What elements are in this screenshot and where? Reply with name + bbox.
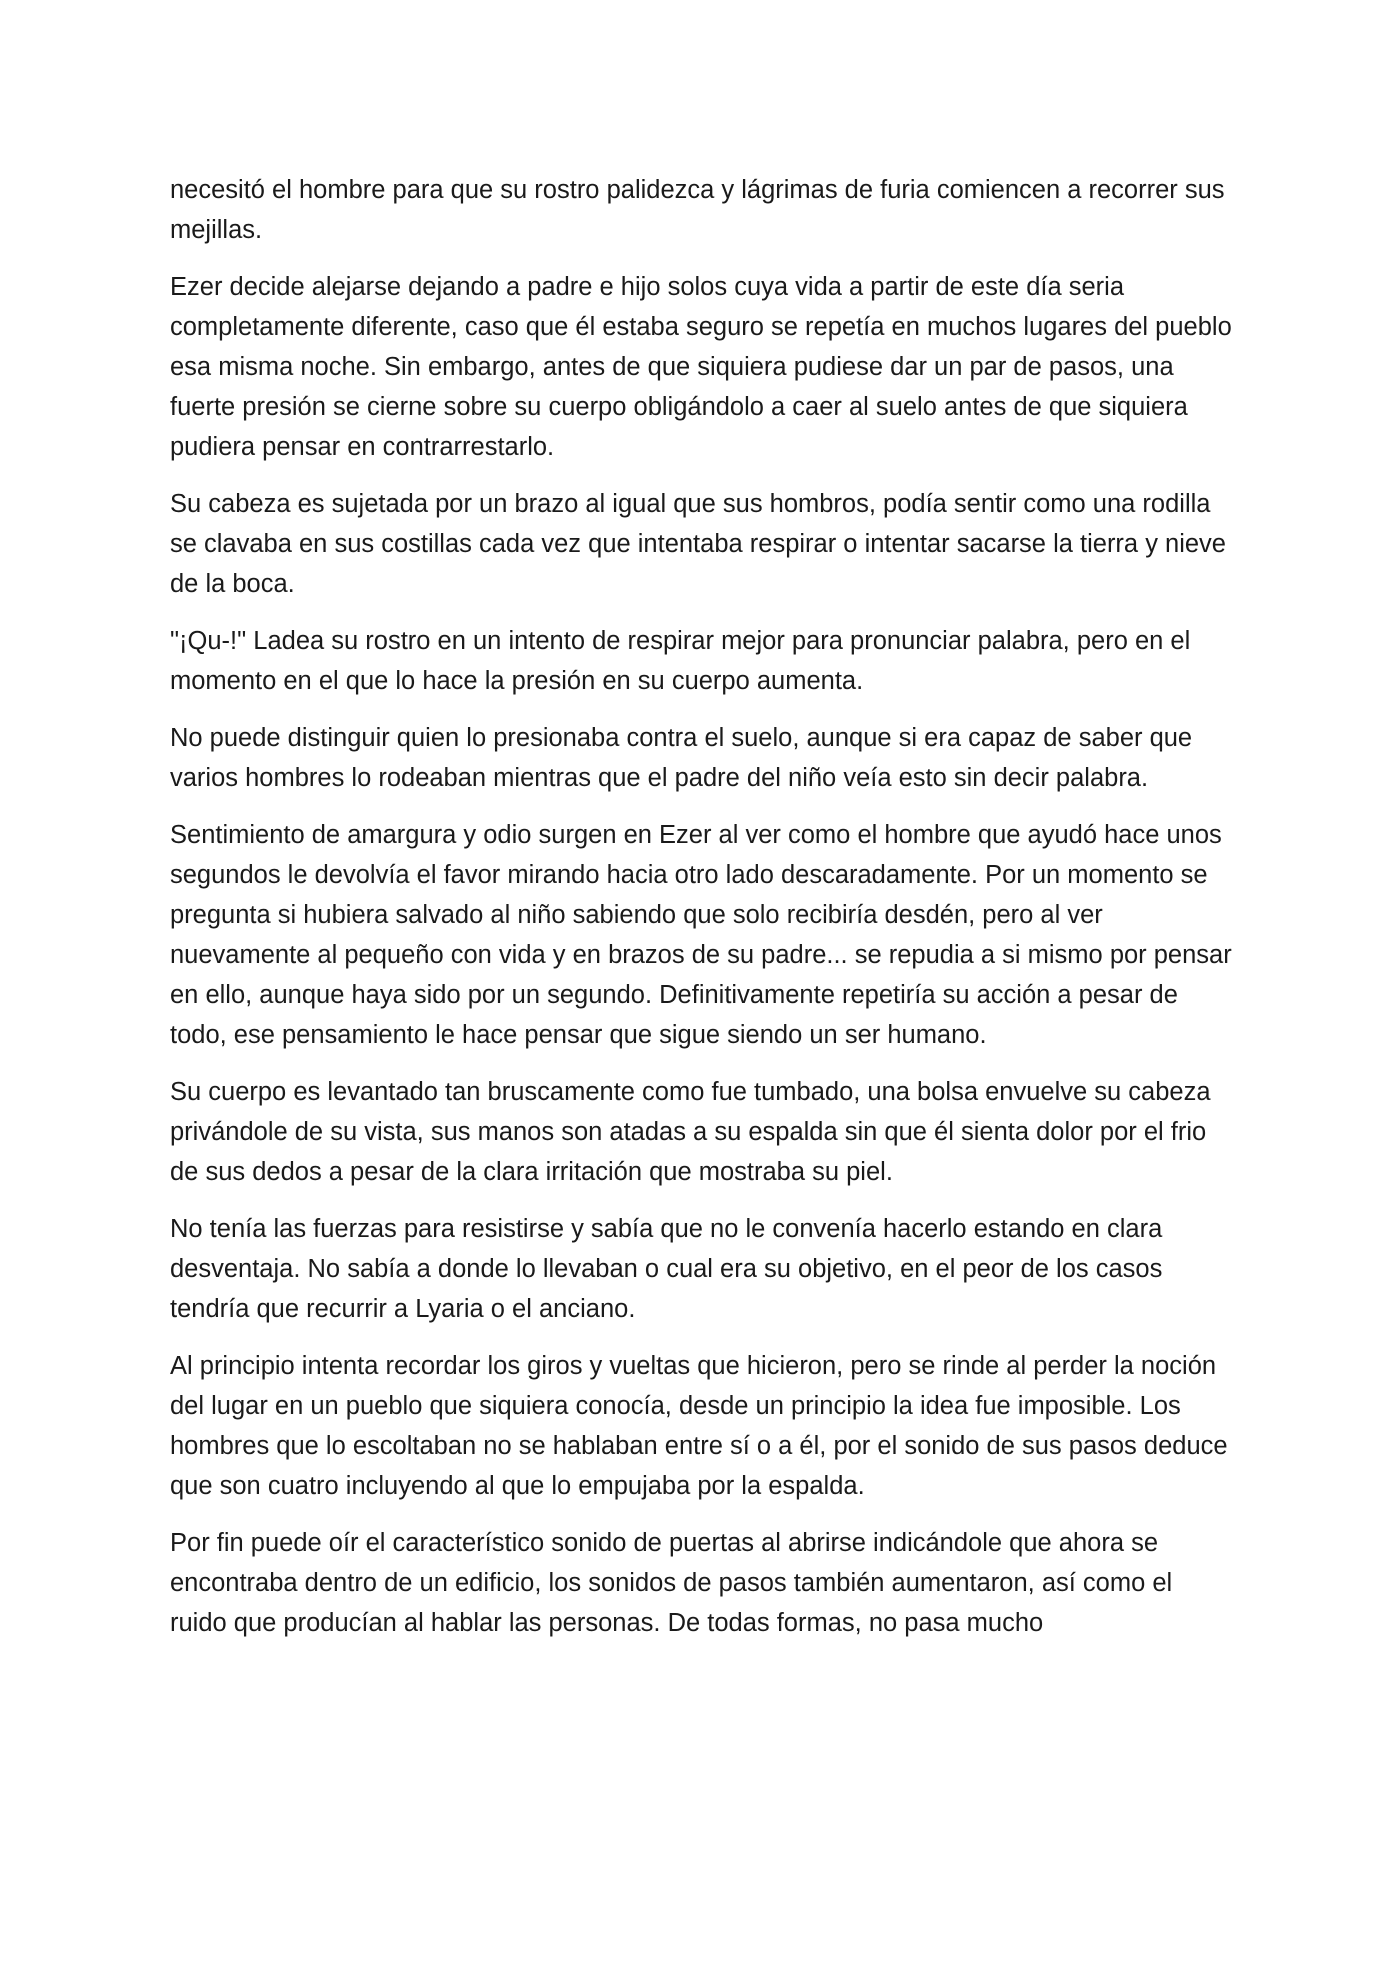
paragraph: "¡Qu-!" Ladea su rostro en un intento de respirar mejor para pronunciar palabra, pero en el momento en el que lo hace la presión en su cuerpo aumenta. [170,627,1191,695]
paragraph: Su cuerpo es levantado tan bruscamente como fue tumbado, una bolsa envuelve su cabeza privándole de su vista, sus manos son atadas a su espalda sin que él sienta dolor por el frio de sus dedos a pesar de la clara irritación que mostraba su piel. [170,1078,1211,1186]
paragraph: Al principio intenta recordar los giros y vueltas que hicieron, pero se rinde al perder la noción del lugar en un pueblo que siquiera conocía, desde un principio la idea fue imposible. Los hombres que lo escoltaban no se hablaban entre sí o a él, por el sonido de sus pasos deduce que son cuatro incluyendo al que lo empujaba por la espalda. [170,1352,1228,1500]
paragraph: Por fin puede oír el característico sonido de puertas al abrirse indicándole que ahora se encontraba dentro de un edificio, los sonidos de pasos también aumentaron, así como el ruido que producían al hablar las personas. De todas formas, no pasa mucho [170,1529,1173,1637]
paragraph: Ezer decide alejarse dejando a padre e hijo solos cuya vida a partir de este día seria completamente diferente, caso que él estaba seguro se repetía en muchos lugares del pueblo esa misma noche. Sin embargo, antes de que siquiera pudiese dar un par de pasos, una fuerte presión se cierne sobre su cuerpo obligándolo a caer al suelo antes de que siquiera pudiera pensar en contrarrestarlo. [170,273,1232,461]
paragraph: No tenía las fuerzas para resistirse y sabía que no le convenía hacerlo estando en clara desventaja. No sabía a donde lo llevaban o cual era su objetivo, en el peor de los casos tendría que recurrir a Lyaria o el anciano. [170,1215,1163,1323]
paragraph: Sentimiento de amargura y odio surgen en Ezer al ver como el hombre que ayudó hace unos segundos le devolvía el favor mirando hacia otro lado descaradamente. Por un momento se pregunta si hubiera salvado al niño sabiendo que solo recibiría desdén, pero al ver nuevamente al pequeño con vida y en brazos de su padre... se repudia a si mismo por pensar en ello, aunque haya sido por un segundo. Definitivamente repetiría su acción a pesar de todo, ese pensamiento le hace pensar que sigue siendo un ser humano. [170,821,1232,1049]
paragraph: No puede distinguir quien lo presionaba contra el suelo, aunque si era capaz de saber que varios hombres lo rodeaban mientras que el padre del niño veía esto sin decir palabra. [170,724,1193,792]
paragraph: necesitó el hombre para que su rostro palidezca y lágrimas de furia comiencen a recorrer sus mejillas. [170,176,1225,244]
document-body [170,170,1232,1660]
paragraph: Su cabeza es sujetada por un brazo al igual que sus hombros, podía sentir como una rodilla se clavaba en sus costillas cada vez que intentaba respirar o intentar sacarse la tierra y nieve de la boca. [170,490,1226,598]
